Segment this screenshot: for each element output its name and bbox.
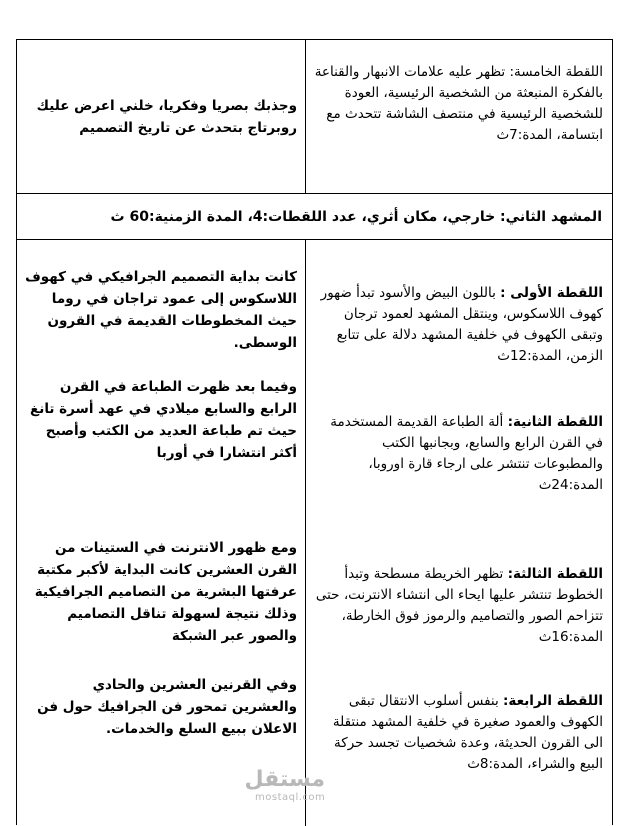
- shot1-narration: كانت بداية التصميم الجرافيكي في كهوف اللاسكوس إلى عمود تراجان في روما حيث المخطوطات القديمة في القرون الوسطى.: [25, 269, 297, 351]
- shot1-label: اللقطة الأولى :: [500, 285, 603, 301]
- shot1-text: باللون البيض والأسود تبدأ ضهور كهوف اللاسكوس، وينتقل المشهد لعمود ترجان وتبقى الكهوف في خلفية المشهد دلالة على تتابع الزمن، المدة:12ث: [320, 285, 603, 364]
- shot3-description: [313, 564, 603, 648]
- shot2-description: [313, 412, 603, 496]
- row-divider: [17, 239, 612, 240]
- shot3-narration: ومع ظهور الانترنت في الستينات من القرن العشرين كانت البداية لأكبر مكتبة عرفتها البشرية من التصاميم الجرافيكية وذلك نتيجة لسهولة تناقل التصاميم والصور عبر الشبكة: [34, 540, 297, 644]
- shot4-narration: وفي القرنين العشرين والحادي والعشرين تمحور فن الجرافيك حول فن الاعلان ببيع السلع والخدمات.: [37, 677, 297, 737]
- watermark-latin: mostaql.com: [255, 792, 326, 803]
- shot1-description: [313, 283, 603, 367]
- mostaql-watermark: [244, 767, 326, 804]
- scene-header: المشهد الثاني: خارجي، مكان أثري، عدد اللقطات:4، المدة الزمنية:60 ث: [110, 209, 602, 225]
- shot5-description: اللقطة الخامسة: تظهر عليه علامات الانبهار والقناعة بالفكرة المنبعثة من الشخصية الرئيسية، العودة للشخصية الرئيسية في منتصف الشاشة تتحدث مع ابتسامة، المدة:7ث: [314, 64, 603, 143]
- shot4-text: بنفس أسلوب الانتقال تبقى الكهوف والعمود صغيرة في خلفية المشهد منتقلة الى القرون الحديثة، وعدة شخصيات تجسد حركة البيع والشراء، المدة:8ث: [332, 693, 603, 772]
- shot2-narration: وفيما بعد ظهرت الطباعة في القرن الرابع والسابع ميلادي في عهد أسرة تانغ حيث تم طباعة العديد من الكتب وأصبح أكثر انتشارا في أوربا: [30, 379, 297, 461]
- shot2-label: اللقطة الثانية:: [507, 414, 603, 430]
- shot3-text: تظهر الخريطة مسطحة وتبدأ الخطوط تنتشر عليها ايحاء الى انتشاء الانترنت، حتى تتزاحم الصور والتصاميم والرموز فوق الخارطة، المدة:16ث: [315, 566, 603, 645]
- shot4-label: اللقطة الرابعة:: [503, 693, 603, 709]
- shot3-label: اللقطة الثالثة:: [507, 566, 603, 582]
- storyboard-table: [16, 39, 613, 825]
- watermark-arabic: مستقل: [244, 767, 325, 792]
- shot4-description: [313, 691, 603, 775]
- shot5-narration: وجذبك بصريا وفكريا، خلني اعرض عليك روبرتاج بتحدث عن تاريخ التصميم: [36, 98, 297, 136]
- row-divider: [17, 193, 612, 194]
- shot2-text: ألة الطباعة القديمة المستخدمة في القرن الرابع والسابع، وبجانبها الكتب والمطبوعات تنتشر على ارجاء قارة اوروبا، المدة:24ث: [330, 414, 603, 493]
- column-divider: [305, 40, 306, 826]
